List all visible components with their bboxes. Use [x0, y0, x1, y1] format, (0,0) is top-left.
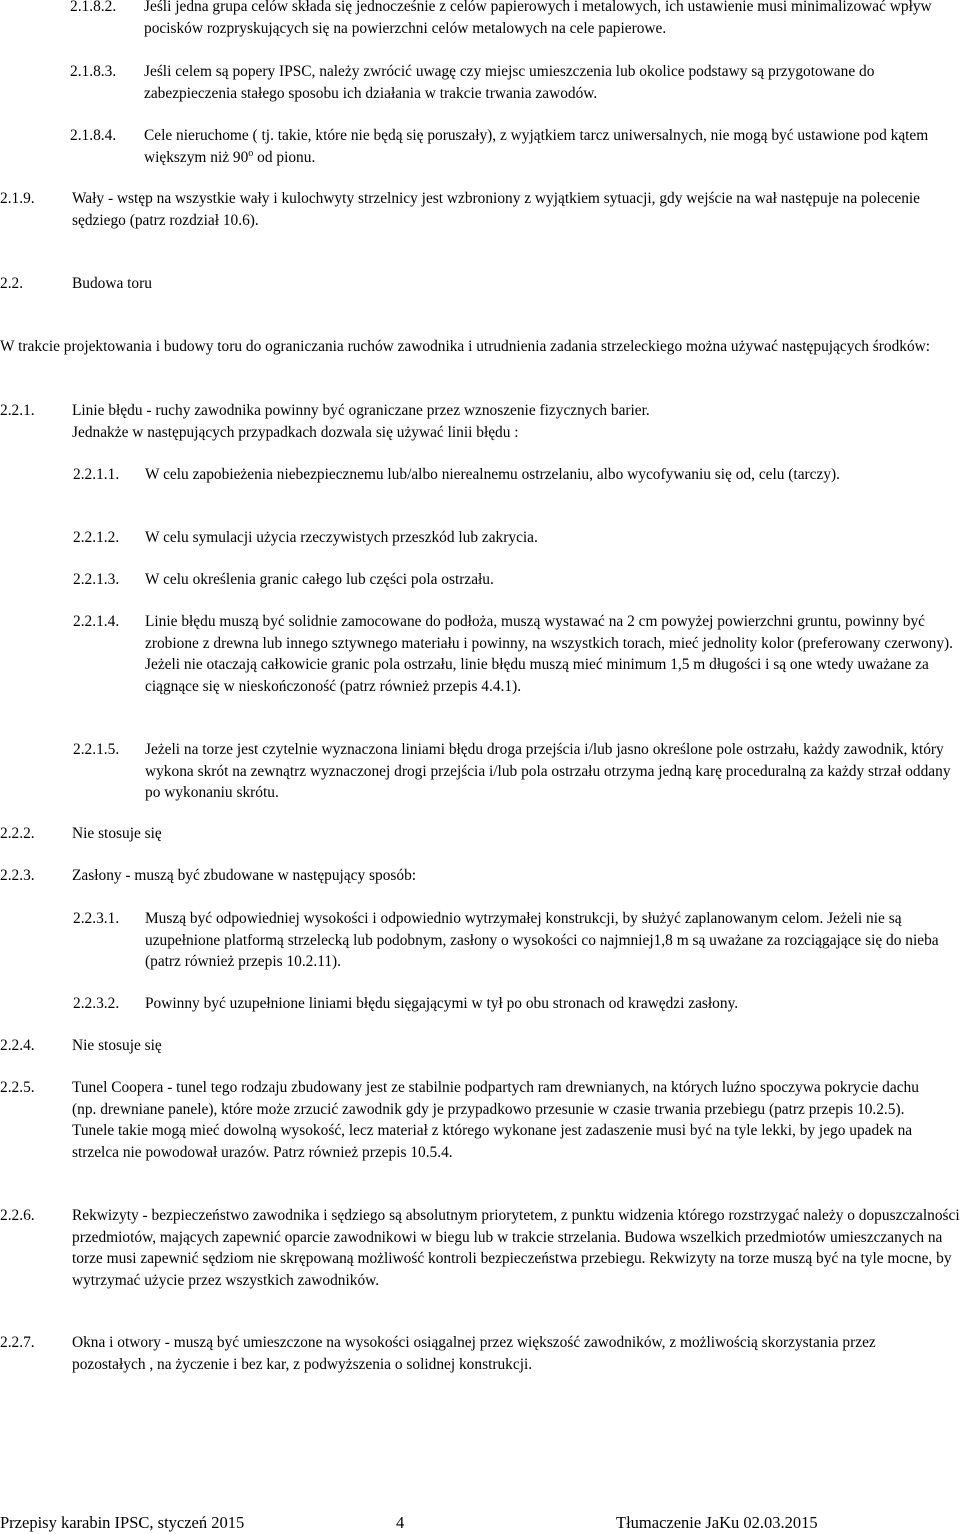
section-number: 2.2.5.: [0, 1079, 35, 1096]
section-number: 2.2.1.2.: [73, 529, 120, 546]
section-2-2-6: [0, 1205, 960, 1291]
section-number: 2.1.8.4.: [70, 127, 117, 144]
section-number: 2.1.8.2.: [70, 0, 117, 15]
section-2-1-8-3: [70, 61, 945, 104]
section-2-2-3-2: [73, 993, 960, 1015]
section-number: 2.1.8.3.: [70, 63, 117, 80]
section-2-2-7: [0, 1332, 945, 1375]
section-2-2-1-2: [73, 527, 945, 549]
section-number: 2.2.3.2.: [73, 995, 120, 1012]
section-number: 2.2.1.: [0, 402, 35, 419]
section-number: 2.2.6.: [0, 1207, 35, 1224]
section-text: Zasłony - muszą być zbudowane w następujący sposób:: [72, 867, 417, 884]
section-2-2-heading: [0, 273, 945, 295]
section-number: 2.2.7.: [0, 1334, 35, 1351]
section-text: Linie błędu muszą być solidnie zamocowane do podłoża, muszą wystawać na 2 cm powyżej powierzchni gruntu, powinny być zrobione z drewna lub innego sztywnego materiału i powinny, na wszystkich torach, mieć jednolity kolor (preferowany czerwony). Jeżeli nie otaczają całkowicie granic pola ostrzału, linie błędu muszą mieć minimum 1,5 m długości i są one wtedy uważane za ciągnące się w nieskończoność (patrz również przepis 4.4.1).: [145, 613, 954, 695]
section-2-2-5: [0, 1077, 945, 1163]
section-number: 2.2.1.3.: [73, 571, 120, 588]
intro-paragraph: W trakcie projektowania i budowy toru do ograniczania ruchów zawodnika i utrudnienia zadania strzeleckiego można używać następujących środków:: [0, 338, 931, 355]
section-text: W celu symulacji użycia rzeczywistych przeszkód lub zakrycia.: [145, 529, 538, 546]
section-number: 2.2.: [0, 275, 24, 292]
section-2-2-1-4: [73, 611, 960, 697]
section-number: 2.2.3.1.: [73, 910, 120, 927]
section-text: Cele nieruchome ( tj. takie, które nie będą się poruszały), z wyjątkiem tarcz uniwersalnych, nie mogą być ustawione pod kątem większym niż 90: [144, 127, 929, 166]
degree-sign: o: [248, 147, 254, 159]
footer-document-title: Przepisy karabin IPSC, styczeń 2015: [0, 1513, 245, 1532]
section-text-2: Jednakże w następujących przypadkach dozwala się używać linii błędu :: [72, 423, 519, 441]
section-text-end: od pionu.: [253, 148, 316, 166]
footer-page-number: 4: [396, 1513, 405, 1532]
section-2-2-1-1: [73, 464, 945, 486]
section-text: Linie błędu - ruchy zawodnika powinny być ograniczane przez wznoszenie fizycznych barier.: [72, 402, 650, 419]
section-text-block: [72, 400, 945, 443]
section-number: 2.2.1.1.: [73, 466, 120, 483]
section-text: Nie stosuje się: [72, 825, 162, 842]
section-text: Powinny być uzupełnione liniami błędu sięgającymi w tył po obu stronach od krawędzi zasłony.: [145, 995, 739, 1012]
section-text: W celu określenia granic całego lub części pola ostrzału.: [145, 571, 494, 588]
section-number: 2.1.9.: [0, 190, 35, 207]
section-2-2-1: [0, 400, 945, 443]
section-2-1-8-4: [70, 125, 945, 168]
section-2-2-1-5: [73, 739, 955, 804]
section-number: 2.2.3.: [0, 867, 35, 884]
section-2-2-4: [0, 1035, 945, 1057]
section-text-block: [144, 125, 945, 168]
section-text: Okna i otwory - muszą być umieszczone na wysokości osiągalnej przez większość zawodników, z możliwością skorzystania przez pozostałych , na życzenie i bez kar, z podwyższenia o solidnej konstrukcji.: [72, 1334, 876, 1373]
section-text: Jeżeli na torze jest czytelnie wyznaczona liniami błędu droga przejścia i/lub jasno określone pole ostrzału, każdy zawodnik, który wykona skrót na zewnątrz wyznaczonej drogi przejścia i/lub pola ostrzału otrzyma jedną karę proceduralną za każdy strzał oddany po wykonaniu skrótu.: [145, 741, 951, 801]
section-2-2-3: [0, 865, 945, 887]
section-text: Jeśli celem są popery IPSC, należy zwrócić uwagę czy miejsc umieszczenia lub okolice podstawy są przygotowane do zabezpieczenia stałego sposobu ich działania w trakcie trwania zawodów.: [144, 63, 875, 102]
section-number: 2.2.4.: [0, 1037, 35, 1054]
section-2-1-8-2: [70, 0, 945, 39]
section-2-2-3-1: [73, 908, 960, 973]
section-text: Nie stosuje się: [72, 1037, 162, 1054]
section-text: Wały - wstęp na wszystkie wały i kulochwyty strzelnicy jest wzbroniony z wyjątkiem sytuacji, gdy wejście na wał następuje na polecenie sędziego (patrz rozdział 10.6).: [72, 190, 920, 229]
section-title: Budowa toru: [72, 275, 152, 292]
section-2-2-2: [0, 823, 945, 845]
section-number: 2.2.1.4.: [73, 613, 120, 630]
section-number: 2.2.1.5.: [73, 741, 120, 758]
section-text: Muszą być odpowiedniej wysokości i odpowiednio wytrzymałej konstrukcji, by służyć zaplanowanym celom. Jeżeli nie są uzupełnione platformą strzelecką lub podobnym, zasłony o wysokości co najmniej1,8 m są uważane za rozciągające się do nieba (patrz również przepis 10.2.11).: [145, 910, 939, 970]
section-2-1-9: [0, 188, 945, 231]
section-text: W celu zapobieżenia niebezpiecznemu lub/albo nierealnemu ostrzelaniu, albo wycofywaniu się od, celu (tarczy).: [145, 466, 840, 483]
section-text: Jeśli jedna grupa celów składa się jednocześnie z celów papierowych i metalowych, ich ustawienie musi minimalizować wpływ pocisków rozpryskujących się na powierzchni celów metalowych na cele papierowe.: [144, 0, 932, 37]
section-text: Tunel Coopera - tunel tego rodzaju zbudowany jest ze stabilnie podpartych ram drewnianych, na których luźno spoczywa pokrycie dachu (np. drewniane panele), które może zrzucić zawodnik gdy je przypadkowo przesunie w czasie trwania przebiegu (patrz przepis 10.2.5). Tunele takie mogą mieć dowolną wysokość, lecz materiał z którego wykonane jest zadaszenie musi być na tyle lekki, by jego upadek na strzelca nie powodował urazów. Patrz również przepis 10.5.4.: [72, 1079, 919, 1161]
page-footer: [0, 1512, 960, 1534]
section-2-2-1-3: [73, 569, 945, 591]
section-number: 2.2.2.: [0, 825, 35, 842]
footer-translation-credit: Tłumaczenie JaKu 02.03.2015: [616, 1513, 818, 1532]
section-text: Rekwizyty - bezpieczeństwo zawodnika i sędziego są absolutnym priorytetem, z punktu widzenia którego rozstrzygać należy o dopuszczalności przedmiotów, mających zapewnić oparcie zawodnikowi w biegu lub w trakcie strzelania. Budowa wszelkich przedmiotów umieszczanych na torze musi zapewnić sędziom nie skrępowaną możliwość kontroli bezpieczeństwa przebiegu. Rekwizyty na torze muszą być na tyle mocne, by wytrzymać użycie przez wszystkich zawodników.: [72, 1207, 960, 1289]
